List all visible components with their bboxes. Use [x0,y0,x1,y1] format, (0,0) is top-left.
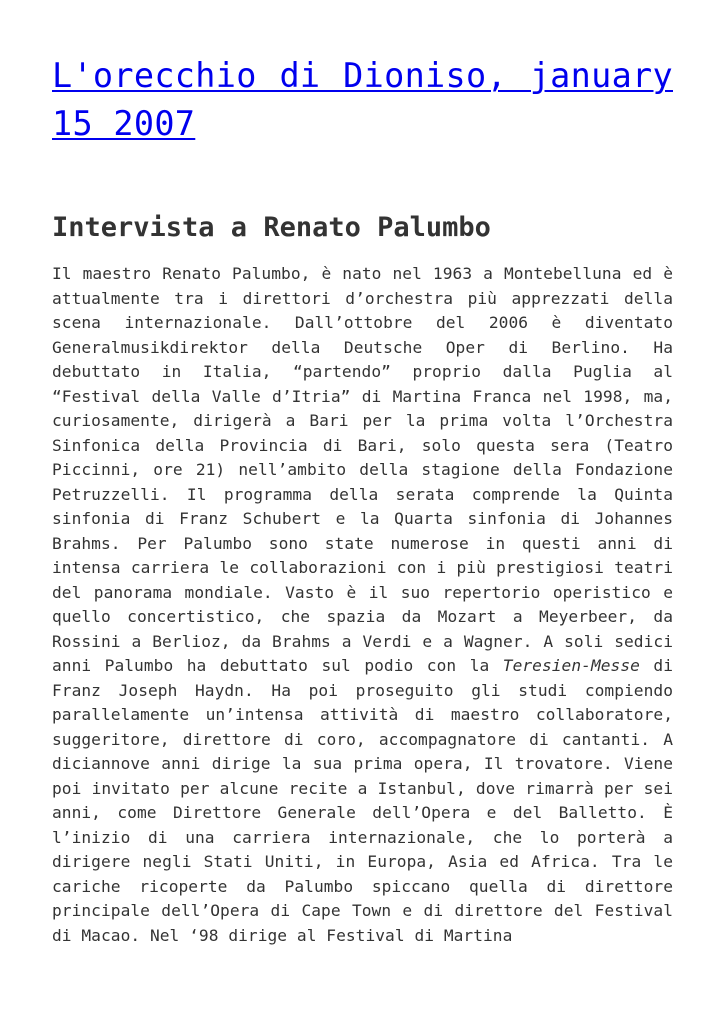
post-title [52,52,673,148]
article-body-text-1: Il maestro Renato Palumbo, è nato nel 1963 a Montebelluna ed è attualmente tra i direttori d’orchestra più apprezzati della scena internazionale. Dall’ottobre del 2006 è diventato Generalmusikdirektor della Deutsche Oper di Berlino. Ha debuttato in Italia, “partendo” proprio dalla Puglia al “Festival della Valle d’Itria” di Martina Franca nel 1998, ma, curiosamente, dirigerà a Bari per la prima volta l’Orchestra Sinfonica della Provincia di Bari, solo questa sera (Teatro Piccinni, ore 21) nell’ambito della stagione della Fondazione Petruzzelli. Il programma della serata comprende la Quinta sinfonia di Franz Schubert e la Quarta sinfonia di Johannes Brahms. Per Palumbo sono state numerose in questi anni di intensa carriera le collaborazioni con i più prestigiosi teatri del panorama mondiale. Vasto è il suo repertorio operistico e quello concertistico, che spazia da Mozart a Meyerbeer, da Rossini a Berlioz, da Brahms a Verdi e a Wagner. A soli sedici anni Palumbo ha debuttato sul podio con la [52,264,673,675]
post-title-link[interactable]: L'orecchio di Dioniso, january 15 2007 [52,56,673,143]
article-body [52,262,673,948]
article-heading: Intervista a Renato Palumbo [52,212,491,243]
page-content [52,52,674,945]
italic-work-title: Teresien-Messe [502,656,640,675]
article-body-text-2: di Franz Joseph Haydn. Ha poi proseguito gli studi compiendo parallelamente un’intensa attività di maestro collaboratore, suggeritore, direttore di coro, accompagnatore di cantanti. A diciannove anni dirige la sua prima opera, Il trovatore. Viene poi invitato per alcune recite a Istanbul, dove rimarrà per sei anni, come Direttore Generale dell’Opera e del Balletto. È l’inizio di una carriera internazionale, che lo porterà a dirigere negli Stati Uniti, in Europa, Asia ed Africa. Tra le cariche ricoperte da Palumbo spiccano quella di direttore principale dell’Opera di Cape Town e di direttore del Festival di Macao. Nel ‘98 dirige al Festival di Martina [52,656,674,945]
